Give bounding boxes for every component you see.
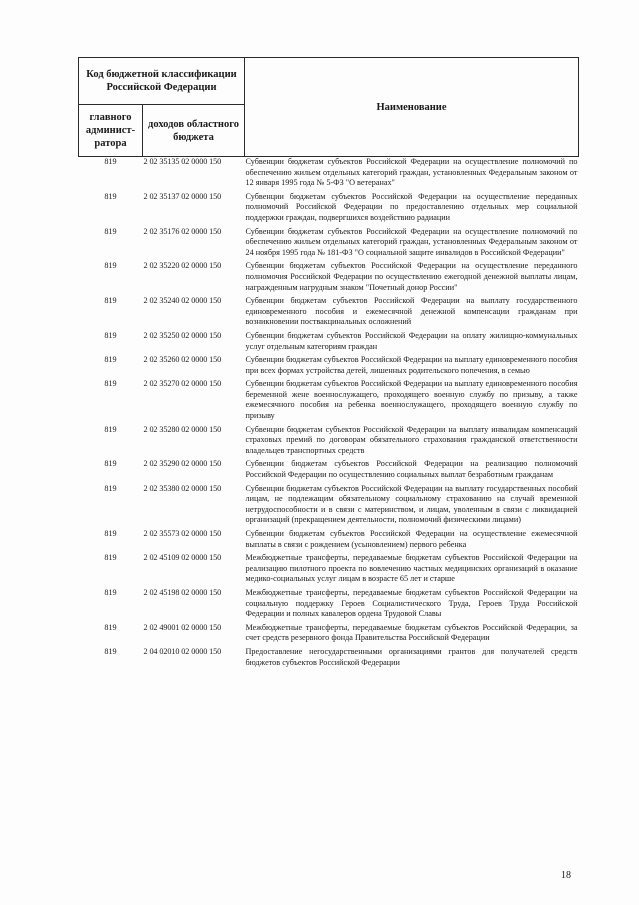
income-code: 2 02 45198 02 0000 150 [143, 587, 222, 597]
row-name: Субвенции бюджетам субъектов Российской Федерации на осуществление переданного полномочия Российской Федерации по осуществлению ежегодной денежной выплаты лицам, награжденным нагрудным знаком "Почетный донор России" [245, 261, 578, 292]
row-name: Межбюджетные трансферты, передаваемые бюджетам субъектов Российской Федерации на социальную поддержку Героев Социалистического Труда, Героев Труда Российской Федерации и полных кавалеров ордена Трудовой Славы [245, 587, 578, 619]
row-name: Субвенции бюджетам субъектов Российской Федерации на осуществление переданных полномочий Российской Федерации по предоставлению отдельных мер социальной поддержки граждан, подвергшихся воздействию радиации [245, 191, 578, 222]
row-name: Межбюджетные трансферты, передаваемые бюджетам субъектов Российской Федерации на реализацию пилотного проекта по вовлечению частных медицинских организаций в оказание медико-социальных услуг лицам в возрасте 65 лет и старше [245, 553, 578, 584]
row-name: Субвенции бюджетам субъектов Российской Федерации на осуществление ежемесячной выплаты в связи с рождением (усыновлением) первого ребенка [245, 529, 578, 549]
admin-code: 819 [104, 553, 117, 563]
admin-code: 819 [104, 261, 117, 271]
row-name: Субвенции бюджетам субъектов Российской Федерации на осуществление полномочий по обеспечению жильем отдельных категорий граждан, установленных Федеральным законом от 24 ноября 1995 года № 181-ФЗ "О социальной защите инвалидов в Российской Федерации" [245, 226, 578, 257]
table-row [79, 192, 579, 227]
income-code: 2 02 35270 02 0000 150 [143, 379, 222, 389]
income-code: 2 02 35290 02 0000 150 [143, 459, 222, 469]
table-body [79, 157, 579, 672]
income-code: 2 02 35573 02 0000 150 [143, 529, 222, 538]
admin-code: 819 [104, 646, 117, 656]
admin-code: 819 [104, 379, 117, 389]
admin-code: 819 [104, 424, 117, 434]
income-code: 2 02 35220 02 0000 150 [143, 261, 222, 271]
row-name: Предоставление негосударственными организациями грантов для получателей средств бюджетов субъектов Российской Федерации [245, 646, 578, 667]
table-row [79, 355, 579, 379]
table-row [79, 623, 579, 647]
income-code: 2 02 35137 02 0000 150 [143, 191, 222, 201]
admin-code: 819 [104, 226, 117, 236]
table-row [79, 529, 579, 553]
row-name: Субвенции бюджетам субъектов Российской Федерации на выплату государственного единовременного пособия и ежемесячной денежной компенсации гражданам при возникновении поствакцинальных осложнений [245, 296, 578, 327]
table-row [79, 459, 579, 483]
income-code: 2 02 35280 02 0000 150 [143, 424, 222, 434]
table-row [79, 484, 579, 529]
income-code: 2 02 35380 02 0000 150 [143, 483, 222, 493]
page-number: 18 [561, 870, 571, 881]
income-code: 2 02 35135 02 0000 150 [143, 157, 222, 166]
row-name: Межбюджетные трансферты, передаваемые бюджетам субъектов Российской Федерации, за счет средств резервного фонда Правительства Российской Федерации [245, 622, 578, 643]
admin-code: 819 [104, 587, 117, 597]
income-code: 2 02 45109 02 0000 150 [143, 553, 222, 563]
income-code: 2 04 02010 02 0000 150 [143, 646, 222, 656]
row-name: Субвенции бюджетам субъектов Российской Федерации на выплату единовременного пособия при всех формах устройства детей, лишенных родительского попечения, в семью [245, 355, 578, 375]
income-code: 2 02 49001 02 0000 150 [143, 622, 222, 632]
table-row [79, 379, 579, 424]
row-name: Субвенции бюджетам субъектов Российской Федерации на оплату жилищно-коммунальных услуг отдельным категориям граждан [245, 330, 578, 351]
row-name: Субвенции бюджетам субъектов Российской Федерации на выплату государственных пособий лицам, не подлежащим обязательному социальному страхованию на случай временной нетрудоспособности и в связи с материнством, и лицам, уволенным в связи с ликвидацией организаций (прекращением деятельности, полномочий физическими лицами) [245, 483, 578, 525]
row-name: Субвенции бюджетам субъектов Российской Федерации на выплату единовременного пособия беременной жене военнослужащего, проходящего военную службу по призыву, а также ежемесячного пособия на ребенка военнослужащего, проходящего военную службу по призыву [245, 379, 578, 421]
admin-code: 819 [104, 622, 117, 632]
income-code: 2 02 35260 02 0000 150 [143, 355, 222, 365]
table-row [79, 331, 579, 355]
admin-code: 819 [104, 483, 117, 493]
admin-code: 819 [104, 296, 117, 306]
admin-code: 819 [104, 157, 117, 166]
row-name: Субвенции бюджетам субъектов Российской Федерации на выплату инвалидам компенсаций страховых премий по договорам обязательного страхования гражданской ответственности владельцев транспортных средств [245, 424, 578, 455]
table-row [79, 227, 579, 262]
admin-code: 819 [104, 459, 117, 469]
table-row [79, 425, 579, 460]
table-row [79, 553, 579, 588]
admin-code: 819 [104, 191, 117, 201]
row-name: Субвенции бюджетам субъектов Российской Федерации на реализацию полномочий Российской Федерации по осуществлению социальных выплат безработным гражданам [245, 459, 578, 480]
budget-classification-table [78, 57, 579, 671]
table-row [79, 261, 579, 296]
row-name: Субвенции бюджетам субъектов Российской Федерации на осуществление полномочий по обеспечению жильем отдельных категорий граждан, установленных Федеральным законом от 12 января 1995 года № 5-ФЗ "О ветеранах" [245, 157, 578, 188]
table-row [79, 647, 579, 671]
header-income: доходов областного бюджета [143, 105, 245, 157]
income-code: 2 02 35250 02 0000 150 [143, 330, 222, 340]
admin-code: 819 [104, 529, 117, 538]
header-name: Наименование [245, 58, 579, 157]
admin-code: 819 [104, 330, 117, 340]
header-group-title: Код бюджетной классификации Российской Федерации [79, 58, 245, 105]
income-code: 2 02 35176 02 0000 150 [143, 226, 222, 236]
table-row [79, 157, 579, 192]
income-code: 2 02 35240 02 0000 150 [143, 296, 222, 306]
table-row [79, 296, 579, 331]
header-admin: главного админист-ратора [79, 105, 143, 157]
table-row [79, 588, 579, 623]
admin-code: 819 [104, 355, 117, 365]
